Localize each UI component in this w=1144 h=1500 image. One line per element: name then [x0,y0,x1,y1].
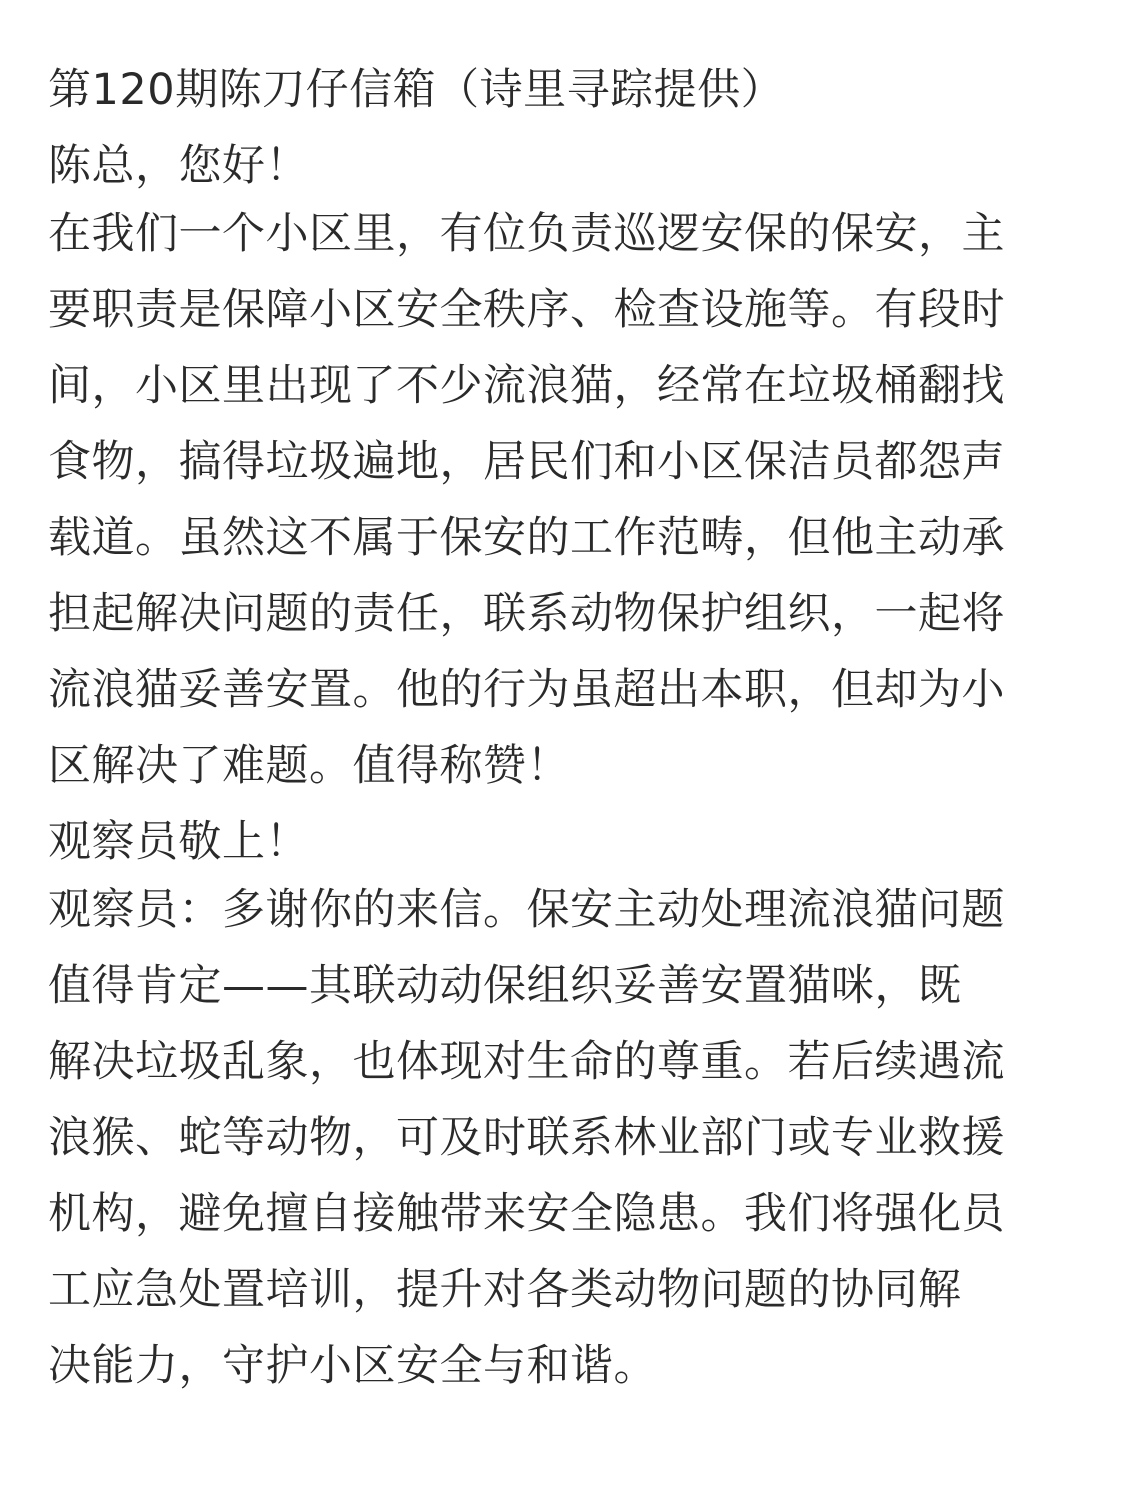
greeting: 陈总，您好！ [48,141,309,191]
letter-line: 要职责是保障小区安全秩序、检查设施等。有段时 [48,285,1005,335]
reply-line: 观察员：多谢你的来信。保安主动处理流浪猫问题 [48,885,1005,935]
reply-line: 值得肯定——其联动动保组织妥善安置猫咪，既 [48,961,962,1011]
document-title: 第120期陈刀仔信箱（诗里寻踪提供） [48,65,785,115]
reply-line: 机构，避免擅自接触带来安全隐患。我们将强化员 [48,1189,1005,1239]
reply-line: 解决垃圾乱象，也体现对生命的尊重。若后续遇流 [48,1037,1005,1087]
letter-line: 流浪猫妥善安置。他的行为虽超出本职，但却为小 [48,665,1005,715]
letter-line: 间，小区里出现了不少流浪猫，经常在垃圾桶翻找 [48,361,1005,411]
letter-line: 食物，搞得垃圾遍地，居民们和小区保洁员都怨声 [48,437,1005,487]
letter-line: 在我们一个小区里，有位负责巡逻安保的保安，主 [48,209,1005,259]
reply-line: 浪猴、蛇等动物，可及时联系林业部门或专业救援 [48,1113,1005,1163]
signoff: 观察员敬上！ [48,817,309,867]
letter-line: 担起解决问题的责任，联系动物保护组织，一起将 [48,589,1005,639]
reply-body [48,872,1104,1404]
letter-body [48,196,1104,804]
letter-line: 载道。虽然这不属于保安的工作范畴，但他主动承 [48,513,1005,563]
reply-line: 工应急处置培训，提升对各类动物问题的协同解 [48,1265,962,1315]
letter-line: 区解决了难题。值得称赞！ [48,741,570,791]
reply-line: 决能力，守护小区安全与和谐。 [48,1341,657,1391]
